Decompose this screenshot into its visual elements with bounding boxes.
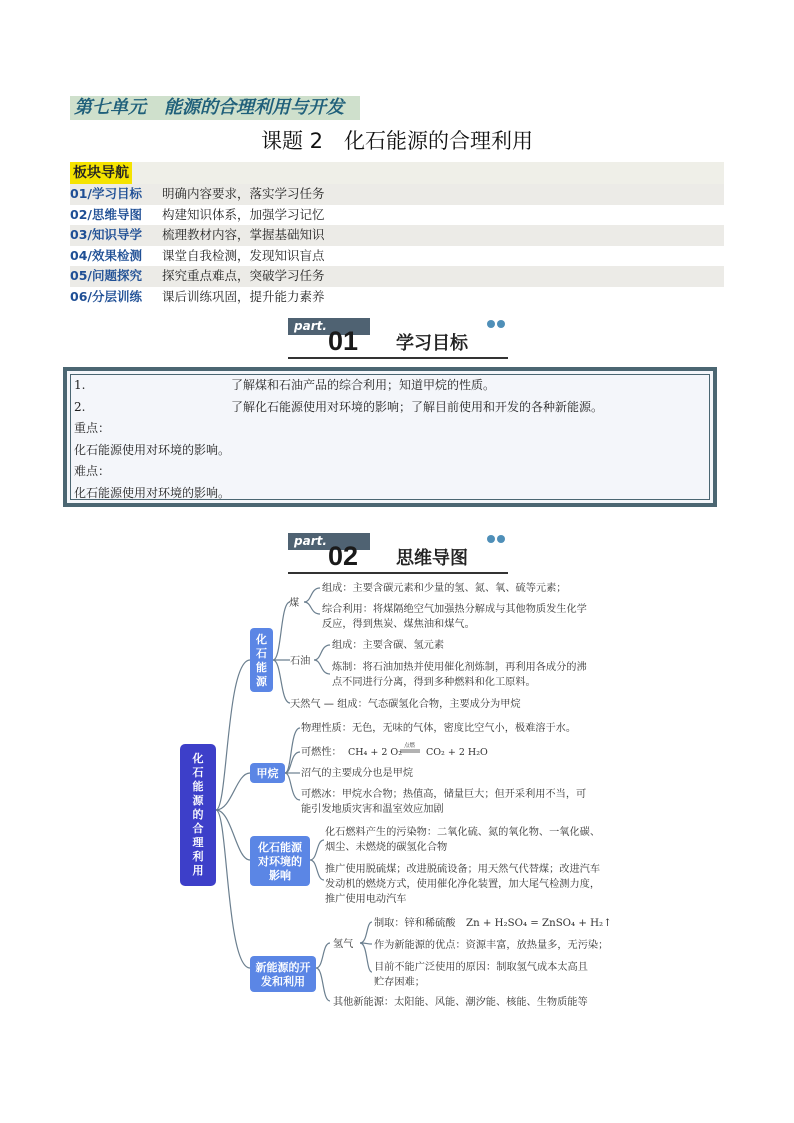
methane-equation-condition: 点燃 [404, 743, 416, 749]
coal-label: 煤 [289, 598, 300, 609]
methane-physical: 物理性质：无色，无味的气体，密度比空气小，极难溶于水。 [301, 723, 577, 734]
nav-desc: 构建知识体系，加强学习记忆 [162, 206, 325, 222]
nav-desc: 梳理教材内容，掌握基础知识 [162, 227, 325, 242]
methane-equation-left: CH₄ + 2 O₂ [348, 747, 403, 758]
difficulty-text: 化石能源使用对环境的影响。 [74, 486, 231, 500]
hydrogen-advantages: 作为新能源的优点：资源丰富，放热量多，无污染； [374, 940, 609, 951]
part-title: 思维导图 [396, 548, 468, 569]
goal-1-text: 了解煤和石油产品的综合利用；知道甲烷的性质。 [231, 378, 496, 392]
part-number: 02 [328, 541, 359, 571]
measures-line2: 发动机的燃烧方式，使用催化净化装置，加大尾气检测力度， [325, 879, 601, 890]
natural-gas-line: 天然气 — 组成：气态碳氢化合物，主要成分为甲烷 [290, 699, 521, 710]
oil-refine-line2: 点不同进行分离，得到多种燃料和化工原料。 [332, 677, 536, 688]
goal-2-number: 2. [74, 400, 86, 414]
nav-desc: 课堂自我检测，发现知识盲点 [162, 247, 325, 263]
fossil-node-char: 能 [256, 661, 267, 674]
pollutants-line1: 化石燃料产生的污染物：二氧化硫、氮的氧化物、一氧化碳、 [325, 827, 601, 838]
coal-use-line2: 反应，得到焦炭、煤焦油和煤气。 [322, 619, 475, 630]
combustible-ice-line2: 能引发地质灾害和温室效应加剧 [301, 804, 444, 815]
methane-equation-right: CO₂ + 2 H₂O [426, 747, 488, 758]
lesson-title: 课题 2 化石能源的合理利用 [260, 129, 534, 153]
nav-desc: 明确内容要求，落实学习任务 [162, 186, 325, 201]
methane-combustion-label: 可燃性： [301, 747, 342, 758]
part-label: part. [288, 533, 370, 550]
methane-node-label: 甲烷 [256, 767, 279, 780]
svg-text:利: 利 [192, 850, 204, 863]
fossil-node-char: 石 [256, 647, 267, 660]
other-new-energy: 其他新能源：太阳能、风能、潮汐能、核能、生物质能等 [333, 997, 588, 1008]
combustible-ice-line1: 可燃冰：甲烷水合物；热值高，储量巨大；但开采利用不当，可 [301, 789, 587, 800]
new-energy-node-line: 发和利用 [261, 975, 305, 988]
coal-use-line1: 综合利用：将煤隔绝空气加强热分解成与其他物质发生化学 [322, 604, 587, 615]
hydrogen-label: 氢气 [333, 939, 354, 950]
env-node-line: 影响 [269, 869, 291, 882]
svg-text:合: 合 [192, 822, 204, 835]
methane-biogas: 沼气的主要成分也是甲烷 [301, 768, 414, 779]
fossil-node-char: 化 [256, 633, 267, 646]
oil-composition: 组成：主要含碳、氢元素 [332, 640, 445, 651]
env-node-line: 对环境的 [258, 855, 302, 868]
svg-text:理: 理 [192, 836, 204, 849]
env-node-line: 化石能源 [258, 841, 302, 854]
svg-text:能: 能 [192, 780, 204, 793]
nav-heading: 板块导航 [70, 162, 132, 184]
hydrogen-production-label: 制取：锌和稀硫酸 [374, 918, 456, 929]
new-energy-node-line: 新能源的开 [255, 961, 311, 974]
nav-key: 06/分层训练 [70, 288, 142, 304]
nav-key: 05/问题探究 [70, 268, 142, 283]
nav-desc: 探究重点难点，突破学习任务 [162, 268, 325, 283]
nav-key: 01/学习目标 [70, 186, 142, 201]
nav-key: 04/效果检测 [70, 247, 142, 263]
svg-text:用: 用 [192, 864, 204, 877]
difficulty-label: 难点： [74, 464, 111, 478]
goal-2-text: 了解化石能源使用对环境的影响；了解目前使用和开发的各种新能源。 [231, 400, 604, 414]
coal-composition: 组成：主要含碳元素和少量的氢、氮、氧、硫等元素； [322, 583, 567, 594]
pollutants-line2: 烟尘、未燃烧的碳氢化合物 [325, 842, 448, 853]
measures-line1: 推广使用脱硫煤；改进脱硫设备；用天然气代替煤；改进汽车 [325, 864, 601, 875]
nav-key: 02/思维导图 [70, 206, 142, 222]
oil-label: 石油 [290, 656, 311, 667]
nav-key: 03/知识导学 [70, 227, 142, 242]
measures-line3: 推广使用电动汽车 [325, 894, 407, 905]
part-number: 01 [328, 326, 359, 356]
goal-1-number: 1. [74, 378, 86, 392]
root-node-label [192, 751, 205, 877]
hydrogen-limits-line1: 目前不能广泛使用的原因：制取氢气成本太高且 [374, 962, 588, 973]
oil-refine-line1: 炼制：将石油加热并使用催化剂炼制，再利用各成分的沸 [332, 662, 587, 673]
fossil-node-char: 源 [256, 675, 267, 688]
nav-desc: 课后训练巩固，提升能力素养 [162, 288, 325, 304]
part-title: 学习目标 [396, 333, 468, 354]
hydrogen-limits-line2: 贮存困难； [374, 977, 425, 988]
svg-text:的: 的 [192, 808, 204, 821]
key-point-label: 重点： [74, 421, 111, 435]
hydrogen-production-equation: Zn + H₂SO₄ = ZnSO₄ + H₂↑ [466, 918, 612, 929]
key-point-text: 化石能源使用对环境的影响。 [74, 443, 231, 457]
svg-text:化: 化 [192, 752, 204, 765]
svg-text:石: 石 [192, 766, 204, 779]
unit-title: 第七单元 能源的合理利用与开发 [70, 96, 360, 120]
svg-text:源: 源 [192, 794, 204, 807]
part-label: part. [288, 318, 370, 335]
